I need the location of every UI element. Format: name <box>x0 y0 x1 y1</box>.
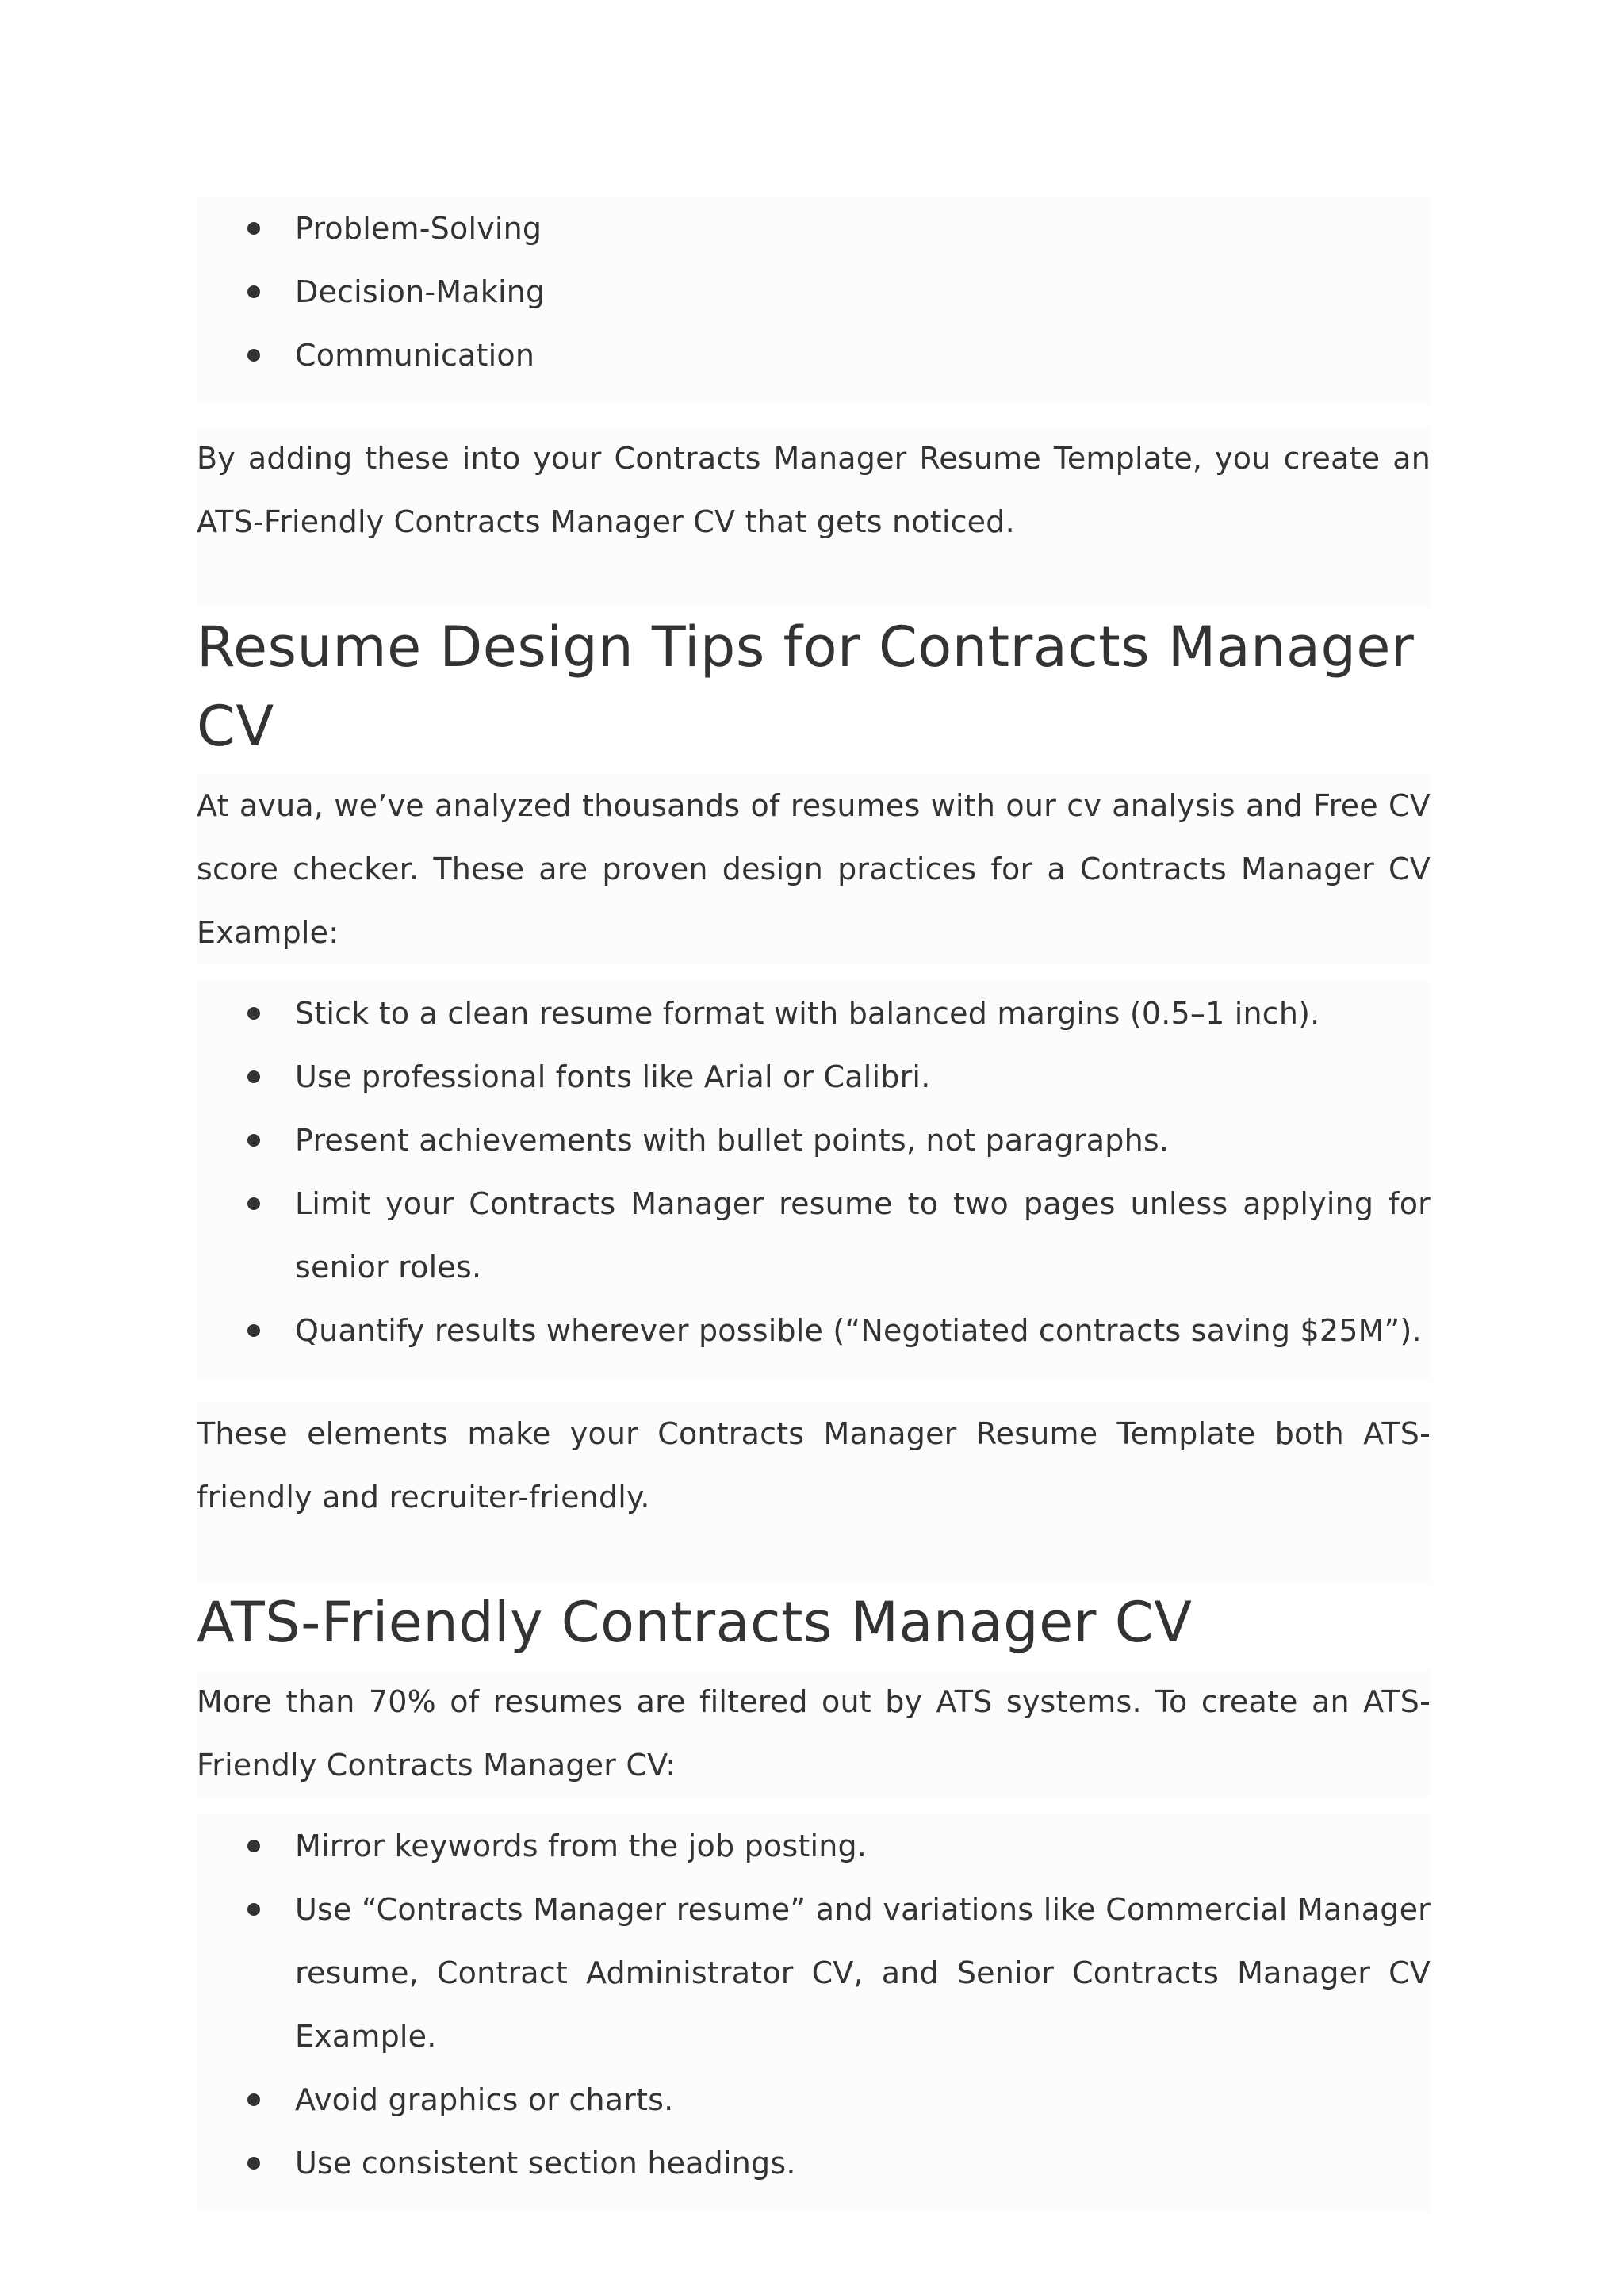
design-closing-paragraph: These elements make your Contracts Manager Resume Template both ATS-friendly and recruiter-friendly. <box>197 1416 1431 1515</box>
bullet-icon <box>247 349 260 362</box>
bullet-icon <box>247 2157 260 2170</box>
bullet-icon <box>247 1197 260 1210</box>
design-intro-paragraph: At avua, we’ve analyzed thousands of resumes with our cv analysis and Free CV score checker. These are proven design practices for a Contracts Manager CV Example: <box>197 788 1431 950</box>
ats-section-heading: ATS-Friendly Contracts Manager CV <box>197 1590 1193 1655</box>
list-item <box>247 1299 1431 1362</box>
design-closing-block <box>197 1402 1431 1583</box>
design-section-heading: Resume Design Tips for Contracts Manager CV <box>197 615 1415 759</box>
bullet-icon <box>247 1903 260 1916</box>
skills-list-block <box>197 197 1431 404</box>
bullet-icon <box>247 1007 260 1020</box>
list-item <box>247 2131 1431 2195</box>
list-item <box>247 1814 1431 1878</box>
list-item-text: Limit your Contracts Manager resume to two pages unless applying for senior roles. <box>295 1186 1431 1285</box>
skills-closing-block <box>197 427 1431 607</box>
list-item-text: Decision-Making <box>295 274 546 309</box>
list-item-text: Problem-Solving <box>295 211 542 246</box>
list-item-text: Quantify results wherever possible (“Negotiated contracts saving $25M”). <box>295 1313 1422 1348</box>
ats-intro-paragraph: More than 70% of resumes are filtered out by ATS systems. To create an ATS-Friendly Contracts Manager CV: <box>197 1684 1431 1783</box>
list-item <box>247 2068 1431 2131</box>
list-item-text: Use consistent section headings. <box>295 2146 796 2181</box>
design-intro-block <box>197 774 1431 964</box>
list-item-text: Stick to a clean resume format with balanced margins (0.5–1 inch). <box>295 996 1320 1031</box>
design-list-block <box>197 982 1431 1380</box>
list-item-text: Communication <box>295 338 535 373</box>
design-tips-list <box>197 982 1431 1380</box>
bullet-icon <box>247 2093 260 2106</box>
list-item <box>247 197 1431 260</box>
skills-closing-paragraph: By adding these into your Contracts Manager Resume Template, you create an ATS-Friendly Contracts Manager CV that gets noticed. <box>197 441 1431 539</box>
list-item <box>247 324 1431 387</box>
list-item <box>247 1109 1431 1172</box>
list-item <box>247 982 1431 1045</box>
bullet-icon <box>247 285 260 298</box>
bullet-icon <box>247 1840 260 1852</box>
list-item-text: Use “Contracts Manager resume” and variations like Commercial Manager resume, Contract Administrator CV, and Senior Contracts Manager CV Example. <box>295 1892 1431 2054</box>
document-content <box>197 197 1431 2212</box>
bullet-icon <box>247 222 260 235</box>
list-item <box>247 260 1431 324</box>
bullet-icon <box>247 1070 260 1083</box>
bullet-icon <box>247 1134 260 1147</box>
list-item-text: Use professional fonts like Arial or Calibri. <box>295 1059 931 1094</box>
list-item-text: Present achievements with bullet points, not paragraphs. <box>295 1123 1170 1158</box>
ats-tips-list <box>197 1814 1431 2212</box>
skills-list <box>197 197 1431 404</box>
list-item <box>247 1045 1431 1109</box>
ats-intro-block <box>197 1670 1431 1797</box>
ats-list-block <box>197 1814 1431 2212</box>
list-item-text: Mirror keywords from the job posting. <box>295 1829 868 1863</box>
list-item <box>247 1172 1431 1299</box>
bullet-icon <box>247 1324 260 1337</box>
list-item-text: Avoid graphics or charts. <box>295 2082 674 2117</box>
list-item <box>247 1878 1431 2068</box>
